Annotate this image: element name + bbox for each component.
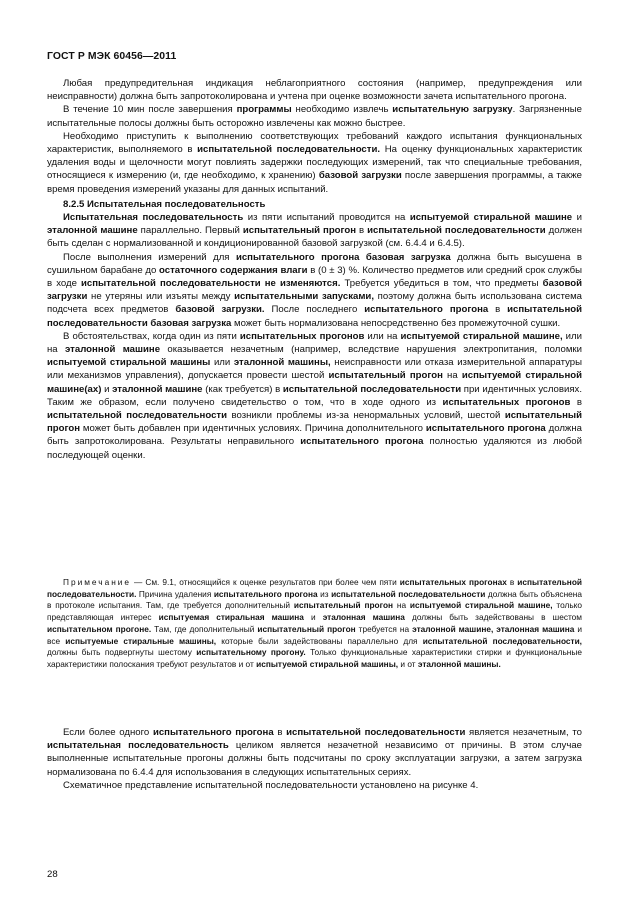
closing-text xyxy=(47,726,582,792)
standard-header: ГОСТ Р МЭК 60456—2011 xyxy=(47,51,177,62)
paragraph: В течение 10 мин после завершения программы необходимо извлечь испытательную загрузку. Загрязненные испытательные полосы должны быть осторожно извлечены как можно быстрее. xyxy=(47,104,582,129)
page-number: 28 xyxy=(47,869,58,880)
paragraph: В обстоятельствах, когда один из пяти испытательных прогонов или на испытуемой стиральной машине, или на эталонной машине оказывается незачетным (например, вследствие нарушения электропитания, поломки испытуемой стиральной машины или эталонной машины, неисправности или отказа измерительной аппаратуры или механизмов управления), допускается провести шестой испытательный прогон на испытуемой стиральной машине(ах) и эталонной машине (как требуется) в испытательной последовательности при идентичных условиях. Таким же образом, если получено свидетельство о том, что в ходе одного из испытательных прогонов в испытательной последовательности возникли проблемы из-за ненормальных условий, шестой испытательный прогон может быть добавлен при идентичных условиях. Причина дополнительного испытательного прогона должна быть запротоколирована. Результаты неправильного испытательного прогона полностью удаляются из любой последующей оценки. xyxy=(47,330,583,461)
note-label: Примечание xyxy=(63,577,132,587)
section-heading: 8.2.5 Испытательная последовательность xyxy=(63,198,266,210)
paragraph: Если более одного испытательного прогона в испытательной последовательности является незачетным, то испытательная последовательность целиком является незачетной независимо от причины. В этом случае выполненные испытательные прогоны должны быть подсчитаны по сроку эксплуатации загрузки, а затем загрузка нормализована по 6.4.4 для использования в следующих испытательных сериях. xyxy=(47,727,582,778)
note-block xyxy=(47,577,582,671)
paragraph: После выполнения измерений для испытательного прогона базовая загрузка должна быть высушена в сушильном барабане до остаточного содержания влаги в (0 ± 3) %. Количество предметов или средний срок службы в ходе испытательной последовательности не изменяются. Требуется убедиться в том, что предметы базовой загрузки не утеряны или изъяты между испытательными запусками, поэтому должна быть использована система подсчета всех предметов базовой загрузки. После последнего испытательного прогона в испытательной последовательности базовая загрузка может быть нормализована непосредственно без промежуточной сушки. xyxy=(47,251,582,329)
paragraph: Испытательная последовательность из пяти испытаний проводится на испытуемой стиральной машине и эталонной машине параллельно. Первый испытательный прогон в испытательной последовательности должен быть сделан с нормализованной и кондиционированной базовой загрузкой (см. 6.4.4 и 6.4.5). xyxy=(47,212,583,250)
paragraph: Необходимо приступить к выполнению соответствующих требований каждого испытания функциональных характеристик, выполняемого в испытательной последовательности. На оценку функциональных характеристик удаления воды и щелочности могут повлиять задержки последующих измерений, так что специальные требования, относящиеся к измерению (и, где необходимо, к хранению) базовой загрузки после завершения программы, а также время проведения измерений указаны для данных испытаний. xyxy=(47,130,582,195)
paragraph: Любая предупредительная индикация неблагоприятного состояния (например, предупреждения или неисправности) должна быть запротоколирована и учтена при оценке возможности зачета испытательного прогона. xyxy=(47,78,582,103)
paragraph: Схематичное представление испытательной последовательности установлено на рисунке 4. xyxy=(63,779,479,791)
note-text: — См. 9.1, относящийся к оценке результатов при более чем пяти испытательных прогонах в испытательной последовательности. Причина удаления испытательного прогона из испытательной последовательности должна быть объяснена в протоколе испытания. Там, где требуется дополнительный испытательный прогон на испытуемой стиральной машине, только представляющая интерес испытуемая стиральная машина и эталонная машина должны быть задействованы в шестом испытательном прогоне. Там, где дополнительный испытательный прогон требуется на эталонной машине, эталонная машина и все испытуемые стиральные машины, которые были задействованы параллельно для испытательной последовательности, должны быть подвергнуты шестому испытательному прогону. Только функциональные характеристики стирки и функциональные характеристики полоскания требуют результатов и от испытуемой стиральной машины, и от эталонной машины. xyxy=(47,577,583,669)
main-text xyxy=(47,77,582,462)
